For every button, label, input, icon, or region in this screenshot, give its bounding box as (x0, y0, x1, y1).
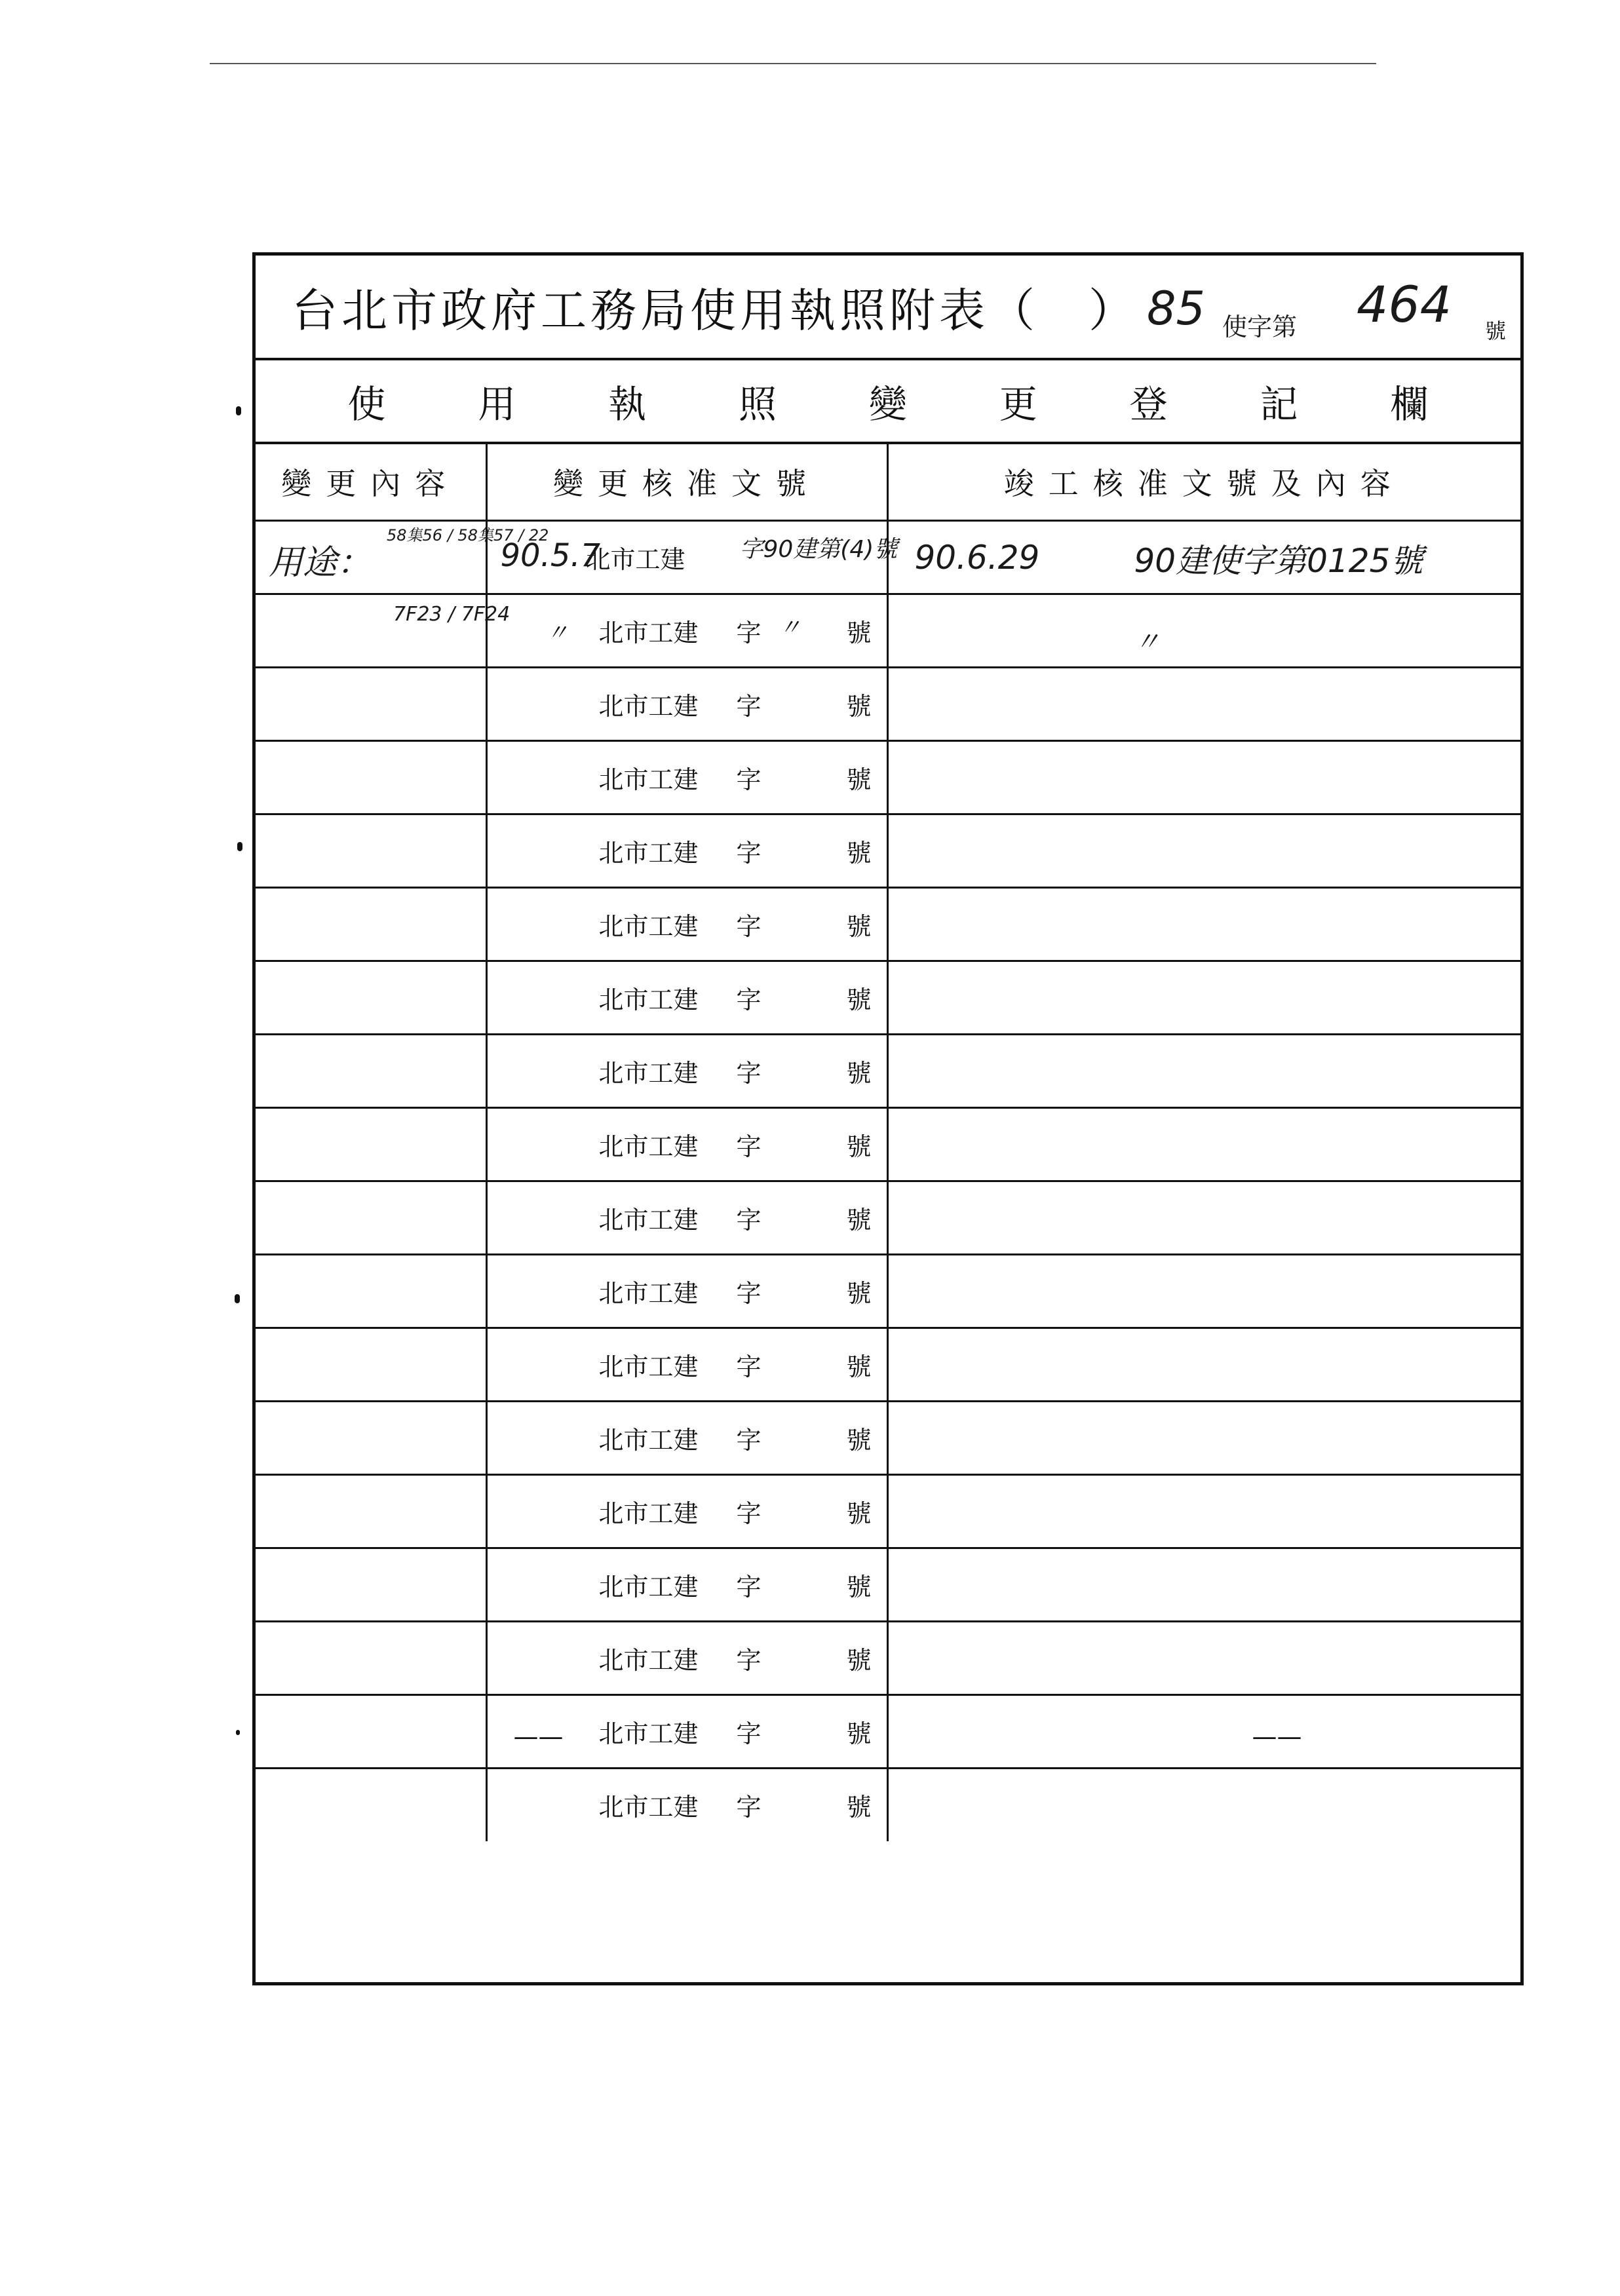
table-row (256, 1768, 1520, 1841)
ditto-mark: 〃 (546, 619, 569, 646)
hao-label: 號 (846, 618, 872, 647)
change-approval-cell[interactable] (486, 887, 887, 961)
zi-label: 字 (736, 1645, 762, 1675)
zi-label: 字 (736, 1425, 762, 1455)
change-approval-cell[interactable] (486, 667, 887, 740)
table-row (256, 1401, 1520, 1474)
completion-cell[interactable] (887, 520, 1520, 594)
zi-label: 字 (736, 691, 762, 721)
completion-cell[interactable] (887, 814, 1520, 887)
change-content-cell[interactable] (256, 740, 486, 814)
table-row (256, 1034, 1520, 1107)
zi-label: 字 (736, 1499, 762, 1528)
completion-cell[interactable] (887, 1181, 1520, 1254)
table-row (256, 1254, 1520, 1328)
completion-cell[interactable] (887, 1621, 1520, 1694)
table-row (256, 1621, 1520, 1694)
change-content-cell[interactable] (256, 1548, 486, 1621)
org-label: 北市工建 (598, 1719, 699, 1748)
change-approval-cell[interactable] (486, 961, 887, 1034)
completion-cell[interactable] (887, 1548, 1520, 1621)
completion-cell[interactable] (887, 1401, 1520, 1474)
hao-label: 號 (846, 985, 872, 1014)
completion-cell[interactable] (887, 1768, 1520, 1841)
header-change-content: 變更內容 (256, 444, 486, 520)
use-detail-handwritten: 58集56 / 58集57 / 22 (387, 526, 549, 545)
table-row (256, 1474, 1520, 1548)
completion-cell[interactable] (887, 1107, 1520, 1181)
scan-artifact-top (210, 63, 1376, 64)
org-label: 北市工建 (598, 765, 699, 794)
license-appendix-form (252, 252, 1524, 1985)
ditto-mark: 〃 (1134, 626, 1161, 657)
section-char: 用 (478, 382, 516, 427)
change-approval-cell[interactable] (486, 740, 887, 814)
hao-label: 號 (846, 1572, 872, 1601)
change-date-handwritten: 90.5.7 (500, 537, 601, 574)
org-label: 北市工建 (598, 1425, 699, 1455)
hao-label: 號 (846, 1278, 872, 1308)
dash-mark: —— (513, 1721, 564, 1751)
zi-label: 字 (736, 765, 762, 794)
org-label: 北市工建 (598, 1793, 699, 1822)
change-approval-cell[interactable] (486, 1401, 887, 1474)
dash-mark: —— (1252, 1721, 1302, 1751)
org-label: 北市工建 (585, 545, 685, 574)
zi-label: 字 (736, 1719, 762, 1748)
change-content-cell[interactable] (256, 520, 549, 626)
org-label: 北市工建 (598, 985, 699, 1014)
table-row (256, 1181, 1520, 1254)
change-content-cell[interactable] (256, 814, 486, 887)
hao-label: 號 (846, 1425, 872, 1455)
change-approval-cell[interactable] (486, 1621, 887, 1694)
section-char: 登 (1129, 382, 1168, 427)
table-row (256, 1548, 1520, 1621)
header-change-approval-no: 變更核准文號 (486, 444, 887, 520)
form-title: 台北市政府工務局使用執照附表（ ） (292, 284, 1138, 337)
change-approval-cell[interactable] (486, 1181, 887, 1254)
table-row (256, 887, 1520, 961)
change-approval-cell[interactable] (486, 594, 887, 667)
scan-speck (236, 406, 241, 415)
change-approval-cell[interactable] (486, 1474, 887, 1548)
completion-cell[interactable] (887, 1254, 1520, 1328)
hao-label: 號 (846, 1499, 872, 1528)
scan-speck (235, 1294, 240, 1303)
use-floors-handwritten: 7F23 / 7F24 (393, 602, 511, 626)
hao-label: 號 (846, 838, 872, 868)
section-char: 欄 (1390, 382, 1429, 427)
use-label-handwritten: 用途： (269, 543, 372, 583)
zi-label: 字 (736, 1058, 762, 1088)
license-number-handwritten: 464 (1357, 275, 1452, 334)
section-char: 照 (739, 382, 777, 427)
org-label: 北市工建 (598, 1132, 699, 1161)
change-content-cell[interactable] (256, 1768, 486, 1841)
table-row (256, 1107, 1520, 1181)
table-row (256, 740, 1520, 814)
hao-label: 號 (846, 1132, 872, 1161)
org-label: 北市工建 (598, 1572, 699, 1601)
section-char: 使 (347, 382, 386, 427)
change-number-handwritten: 字90建第(4)號 (739, 535, 898, 563)
org-label: 北市工建 (598, 1352, 699, 1381)
hao-label: 號 (846, 1645, 872, 1675)
zi-label: 字 (736, 1352, 762, 1381)
change-content-cell[interactable] (256, 1694, 486, 1768)
org-label: 北市工建 (598, 1058, 699, 1088)
table-row (256, 1694, 1520, 1768)
org-label: 北市工建 (598, 1499, 699, 1528)
completion-cell[interactable] (887, 961, 1520, 1034)
org-label: 北市工建 (598, 911, 699, 941)
section-char: 更 (999, 382, 1037, 427)
completion-cell[interactable] (887, 1034, 1520, 1107)
hao-label: 號 (846, 1352, 872, 1381)
header-completion-approval: 竣工核准文號及內容 (887, 444, 1520, 520)
hao-label: 號 (846, 691, 872, 721)
change-content-cell[interactable] (256, 594, 486, 667)
change-register-table (256, 444, 1520, 1841)
zi-label: 字 (736, 1572, 762, 1601)
org-label: 北市工建 (598, 1205, 699, 1234)
change-content-cell[interactable] (256, 1107, 486, 1181)
change-approval-cell[interactable] (486, 520, 898, 594)
change-content-cell[interactable] (256, 961, 486, 1034)
zi-label: 字 (736, 1793, 762, 1822)
section-char: 執 (608, 382, 647, 427)
completion-cell[interactable] (887, 1694, 1520, 1768)
change-approval-cell[interactable] (486, 1254, 887, 1328)
hao-label: 號 (846, 911, 872, 941)
change-content-cell[interactable] (256, 1254, 486, 1328)
zi-label: 字 (736, 1132, 762, 1161)
change-content-cell[interactable] (256, 1621, 486, 1694)
org-label: 北市工建 (598, 691, 699, 721)
license-end-label: 號 (1484, 318, 1506, 343)
completion-cell[interactable] (887, 1328, 1520, 1401)
zi-label: 字 (736, 911, 762, 941)
table-row (256, 667, 1520, 740)
hao-label: 號 (846, 1205, 872, 1234)
change-content-cell[interactable] (256, 1401, 486, 1474)
change-approval-cell[interactable] (486, 1694, 887, 1768)
hao-label: 號 (846, 765, 872, 794)
change-approval-cell[interactable] (486, 1328, 887, 1401)
table-header-row (256, 444, 1520, 520)
change-approval-cell[interactable] (486, 1107, 887, 1181)
table-row (256, 520, 1520, 594)
change-content-cell[interactable] (256, 1034, 486, 1107)
change-content-cell[interactable] (256, 887, 486, 961)
table-row (256, 814, 1520, 887)
change-content-cell[interactable] (256, 1181, 486, 1254)
scan-speck (237, 842, 242, 851)
completion-cell[interactable] (887, 1474, 1520, 1548)
table-row (256, 594, 1520, 667)
completion-date-handwritten: 90.6.29 (914, 538, 1040, 577)
section-char: 記 (1260, 382, 1298, 427)
section-heading (256, 360, 1520, 444)
change-approval-cell[interactable] (486, 1768, 887, 1841)
org-label: 北市工建 (598, 1278, 699, 1308)
table-row (256, 961, 1520, 1034)
change-approval-cell[interactable] (486, 1034, 887, 1107)
license-mid-label: 使字第 (1222, 313, 1298, 341)
change-approval-cell[interactable] (486, 1548, 887, 1621)
ditto-mark: 〃 (779, 614, 801, 641)
completion-number-handwritten: 90建使字第0125號 (1134, 541, 1423, 580)
change-content-cell[interactable] (256, 1474, 486, 1548)
completion-cell[interactable] (887, 740, 1520, 814)
org-label: 北市工建 (598, 838, 699, 868)
change-approval-cell[interactable] (486, 814, 887, 887)
table-row (256, 1328, 1520, 1401)
org-label: 北市工建 (598, 618, 699, 647)
hao-label: 號 (846, 1058, 872, 1088)
org-label: 北市工建 (598, 1645, 699, 1675)
hao-label: 號 (846, 1793, 872, 1822)
zi-label: 字 (736, 1278, 762, 1308)
hao-label: 號 (846, 1719, 872, 1748)
zi-label: 字 (736, 1205, 762, 1234)
section-char: 變 (868, 382, 907, 427)
completion-cell[interactable] (887, 667, 1520, 740)
scan-speck (236, 1730, 240, 1735)
zi-label: 字 (736, 985, 762, 1014)
form-title-row (256, 256, 1520, 360)
completion-cell[interactable] (887, 594, 1520, 667)
change-content-cell[interactable] (256, 667, 486, 740)
completion-cell[interactable] (887, 887, 1520, 961)
change-content-cell[interactable] (256, 1328, 486, 1401)
zi-label: 字 (736, 618, 762, 647)
zi-label: 字 (736, 838, 762, 868)
license-year-handwritten: 85 (1147, 282, 1206, 335)
